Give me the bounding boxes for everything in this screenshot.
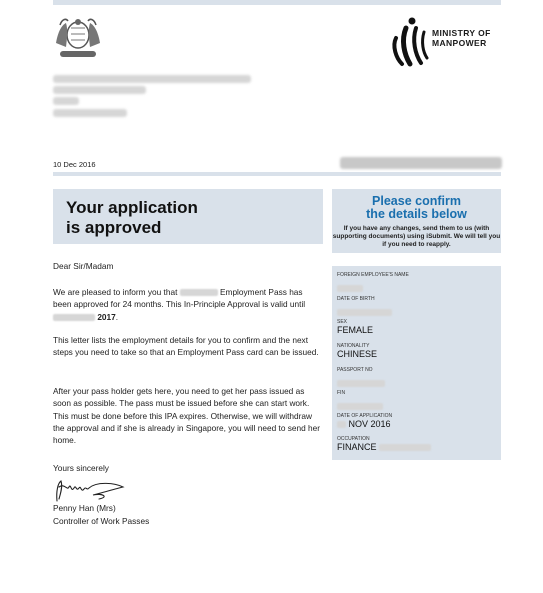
- p1-text-a: We are pleased to inform you that: [53, 287, 178, 297]
- redacted-date: [53, 314, 95, 321]
- field-name: [337, 272, 409, 296]
- p1-year: 2017: [97, 311, 116, 322]
- sex-label: SEX: [337, 319, 348, 325]
- field-application-date: [337, 413, 392, 430]
- paragraph-3: After your pass holder gets here, you need to get her pass issued as soon as possible. The pass must be issued before she can start work. This must be done before this IPA expires. Otherwise, we will withdraw the approval and if she is already in Singapore, you will need to send her home.: [53, 386, 321, 446]
- field-dob: [337, 296, 392, 320]
- approval-banner: [53, 189, 323, 244]
- ministry-line2: MANPOWER: [432, 38, 487, 48]
- field-passport: [337, 367, 385, 391]
- fin-label: FIN: [337, 390, 346, 396]
- mom-logo: [388, 16, 503, 68]
- letter-date: 10 Dec 2016: [53, 160, 96, 169]
- passport-label: PASSPORT NO: [337, 367, 373, 373]
- mom-logo-icon: [388, 16, 430, 68]
- p1-text-d: valid until: [270, 299, 306, 310]
- singapore-crest-icon: [52, 13, 104, 61]
- employee-details-panel: [332, 266, 501, 460]
- headline-line1: Your application: [66, 198, 198, 217]
- redacted-name: [180, 289, 218, 296]
- ministry-line1: MINISTRY OF: [432, 28, 491, 38]
- dob-label: DATE OF BIRTH: [337, 296, 375, 302]
- redacted-address-line: [53, 109, 127, 117]
- redacted-day: [337, 421, 346, 428]
- field-occupation: [337, 436, 431, 453]
- redacted-value: [337, 309, 392, 316]
- closing: Yours sincerely: [53, 463, 109, 473]
- p1-end: .: [115, 311, 119, 322]
- confirm-title-line1: Please confirm: [372, 194, 461, 208]
- redacted-address-line: [53, 86, 146, 94]
- application-date-label: DATE OF APPLICATION: [337, 413, 393, 419]
- date-divider: [53, 172, 501, 176]
- name-label: FOREIGN EMPLOYEE'S NAME: [337, 272, 409, 278]
- field-fin: [337, 390, 383, 414]
- redacted-address-line: [53, 75, 251, 83]
- redacted-occupation: [379, 444, 431, 451]
- confirm-banner: [332, 189, 501, 253]
- p1-text-b: Employment Pass: [220, 287, 287, 297]
- headline-line2: is approved: [66, 218, 162, 237]
- nationality-value: CHINESE: [337, 349, 378, 359]
- sex-value: FEMALE: [337, 325, 374, 335]
- nationality-label: NATIONALITY: [337, 343, 370, 349]
- p1-text-c: has been approved for 24 months. This In-Principle Approval is: [53, 287, 303, 310]
- confirm-title-line2: the details below: [366, 207, 467, 221]
- occupation-label: OCCUPATION: [337, 436, 370, 442]
- signer-title: Controller of Work Passes: [53, 516, 150, 526]
- greeting: Dear Sir/Madam: [53, 261, 114, 271]
- field-sex: [337, 319, 373, 336]
- field-nationality: [337, 343, 377, 360]
- redacted-value: [337, 403, 383, 410]
- confirm-title: [332, 195, 501, 221]
- paragraph-1: [53, 286, 323, 323]
- signature-icon: [53, 477, 128, 503]
- application-date-value: NOV 2016: [348, 419, 391, 429]
- redacted-value: [337, 380, 385, 387]
- paragraph-2: This letter lists the employment details for you to confirm and the next steps you need to take so that an Employment Pass card can be issued.: [53, 335, 319, 358]
- redacted-value: [337, 285, 363, 292]
- occupation-row: [337, 442, 431, 453]
- signer-name: Penny Han (Mrs): [53, 503, 116, 513]
- top-divider: [53, 0, 501, 5]
- redacted-reference: [340, 157, 502, 169]
- application-date-row: [337, 419, 392, 430]
- confirm-note: If you have any changes, send them to us (with supporting documents) using iSubmit. We will tell you if you need to reapply.: [332, 225, 501, 248]
- approval-headline: [66, 198, 198, 238]
- occupation-value: FINANCE: [337, 442, 377, 452]
- redacted-address-line: [53, 97, 79, 105]
